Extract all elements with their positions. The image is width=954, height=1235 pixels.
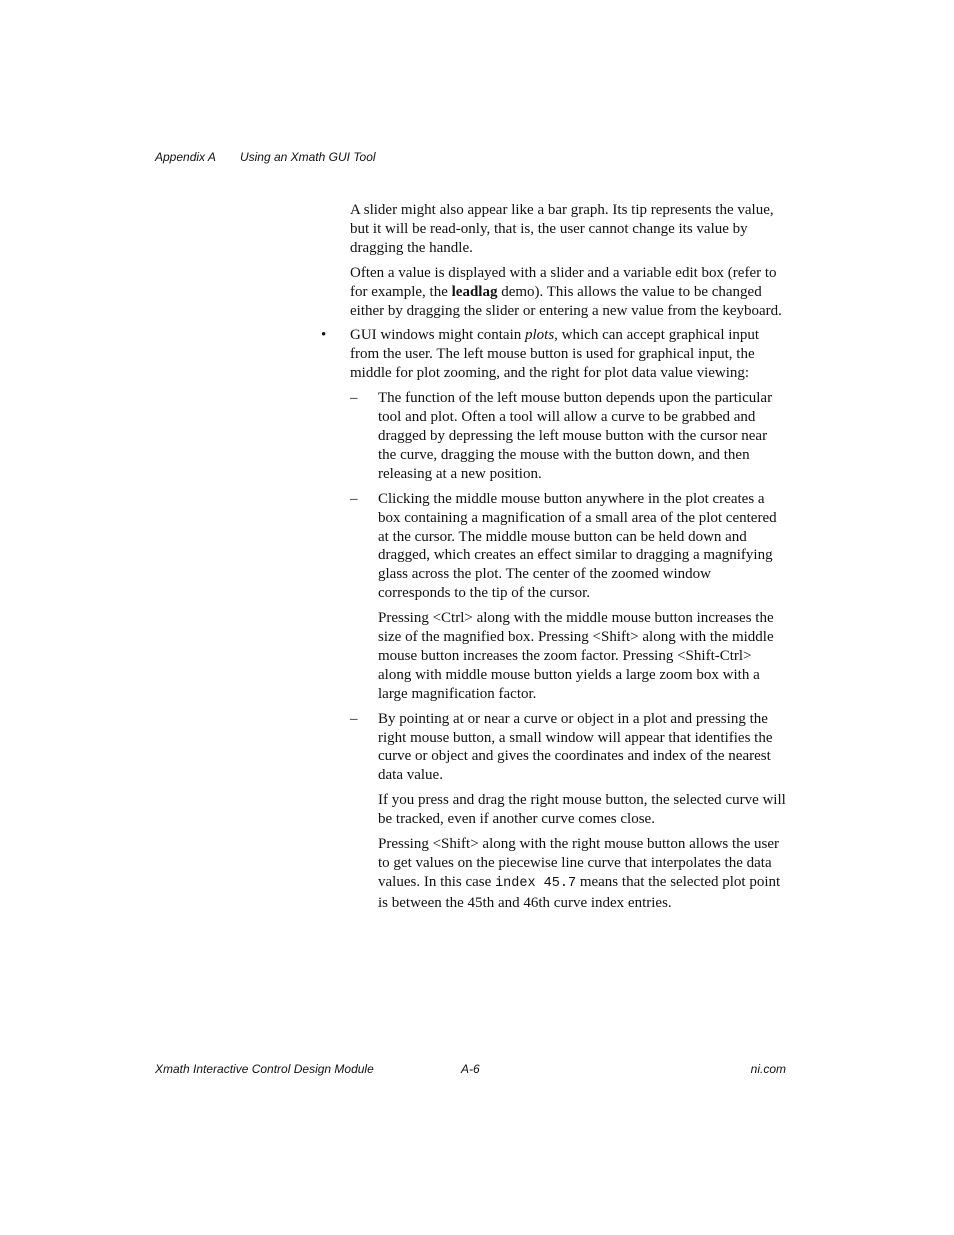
paragraph-drag-right: If you press and drag the right mouse button, the selected curve will be tracked, even if another curve comes close. [378, 792, 786, 828]
bullet-text: GUI windows might contain plots, which can accept graphical input from the user. The left mouse button is used for graphical input, the middle for plot zooming, and the right for plot data value viewing: [350, 327, 760, 382]
dash-text-right: By pointing at or near a curve or object in a plot and pressing the right mouse button, a small window will appear that identifies the curve or object and gives the coordinates and index of the nearest data value. [378, 710, 773, 784]
body-text [321, 201, 786, 919]
dash-icon: – [350, 490, 358, 507]
dash-icon: – [350, 390, 358, 407]
dash-icon: – [350, 710, 358, 727]
index-code: index 45.7 [495, 875, 577, 891]
paragraph-shift-right: Pressing <Shift> along with the right mouse button allows the user to get values on the piecewise line curve that interpolates the data values. In this case index 45.7 means that the selected plot point is between the 45th and 46th curve index entries. [378, 836, 781, 911]
header-section: Using an Xmath GUI Tool [239, 150, 376, 164]
paragraph-ctrl-shift: Pressing <Ctrl> along with the middle mouse button increases the size of the magnified box. Pressing <Shift> along with the middle mouse button increases the zoom factor. Pressing <Shift-Ctrl> along with middle mouse button yields a large zoom box with a large magnification factor. [378, 610, 774, 702]
footer-title: Xmath Interactive Control Design Module [155, 1062, 374, 1076]
dash-text-middle: Clicking the middle mouse button anywhere in the plot creates a box containing a magnification of a small area of the plot centered at the cursor. The middle mouse button can be held down and dragged, which creates an effect similar to dragging a magnifying glass across the plot. The center of the zoomed window corresponds to the tip of the cursor. [378, 490, 777, 602]
bullet-icon: • [321, 327, 327, 344]
dash-text-left: The function of the left mouse button depends upon the particular tool and plot. Often a tool will allow a curve to be grabbed and dragged by depressing the left mouse button with the cursor near the curve, dragging the mouse with the button down, and then releasing at a new position. [378, 390, 773, 482]
leadlag-demo-name: leadlag [451, 283, 498, 300]
bullet-item-plots [321, 326, 786, 383]
paragraph-edit-box: Often a value is displayed with a slider and a variable edit box (refer to for example, the leadlag demo). This allows the value to be changed either by dragging the slider or entering a new value from the keyboard. [350, 264, 782, 319]
dash-list [350, 389, 786, 913]
dash-item-left-button [350, 389, 786, 484]
dash-item-right-button [350, 710, 786, 786]
header-appendix: Appendix A [155, 150, 216, 164]
running-header [155, 150, 376, 164]
paragraph-slider: A slider might also appear like a bar graph. Its tip represents the value, but it will be read-only, that is, the user cannot change its value by dragging the handle. [350, 202, 774, 256]
footer-page-number: A-6 [461, 1062, 480, 1076]
plots-term: plots [524, 327, 555, 344]
dash-item-middle-button [350, 490, 786, 603]
footer-site: ni.com [750, 1062, 786, 1076]
